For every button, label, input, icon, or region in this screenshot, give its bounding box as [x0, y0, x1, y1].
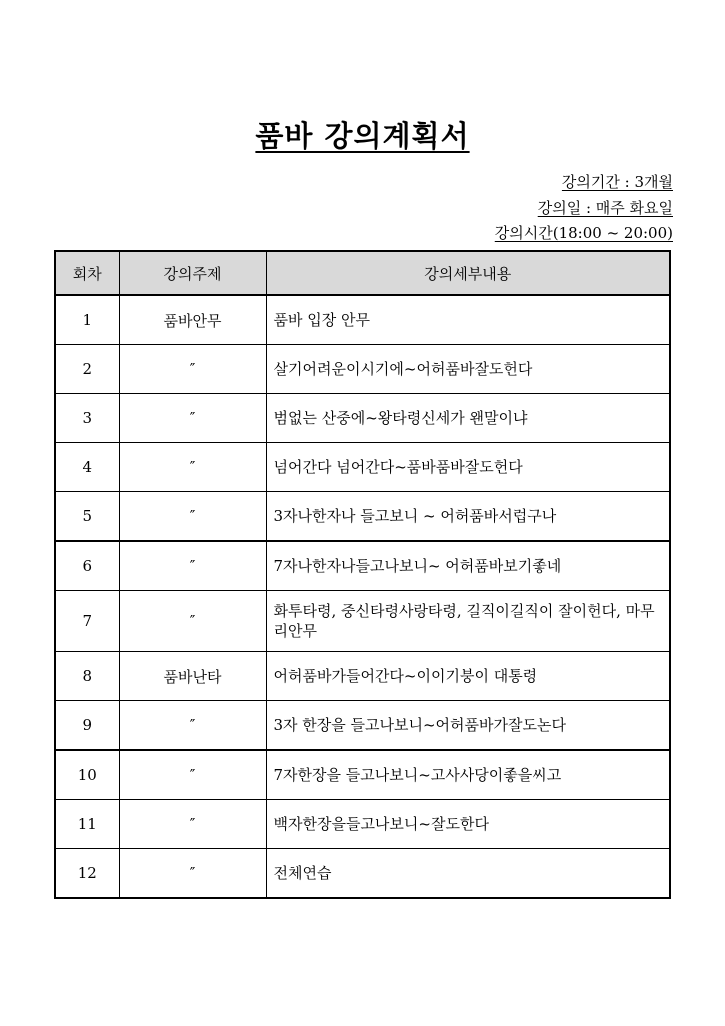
session-detail: 3자나한자나 들고보니 ~ 어허품바서럽구나	[266, 492, 670, 542]
session-number: 10	[55, 750, 119, 800]
table-row	[55, 541, 670, 591]
session-topic: ″	[119, 394, 266, 443]
table-row	[55, 800, 670, 849]
session-detail: 백자한장을들고나보니~잘도한다	[266, 800, 670, 849]
session-number: 11	[55, 800, 119, 849]
session-topic: ″	[119, 492, 266, 542]
table-header-row	[55, 251, 670, 295]
session-number: 8	[55, 652, 119, 701]
session-number: 12	[55, 849, 119, 899]
session-number: 4	[55, 443, 119, 492]
session-topic: ″	[119, 849, 266, 899]
header-topic: 강의주제	[119, 251, 266, 295]
session-number: 7	[55, 591, 119, 652]
session-detail: 3자 한장을 들고나보니~어허품바가잘도논다	[266, 701, 670, 751]
session-topic: ″	[119, 591, 266, 652]
session-number: 9	[55, 701, 119, 751]
table-row	[55, 652, 670, 701]
session-topic: ″	[119, 345, 266, 394]
lecture-period-text: 강의기간 : 3개월	[561, 173, 673, 191]
session-detail: 범없는 산중에~왕타령신세가 왠말이냐	[266, 394, 670, 443]
document-title-text: 품바 강의계획서	[255, 119, 470, 153]
lecture-day-text: 강의일 : 매주 화요일	[537, 199, 673, 217]
table-row	[55, 701, 670, 751]
session-detail: 넘어간다 넘어간다~품바품바잘도헌다	[266, 443, 670, 492]
document-title	[0, 116, 725, 156]
session-detail: 전체연습	[266, 849, 670, 899]
session-topic: ″	[119, 541, 266, 591]
table-row	[55, 849, 670, 899]
session-number: 6	[55, 541, 119, 591]
session-topic: ″	[119, 800, 266, 849]
table-row	[55, 591, 670, 652]
table-row	[55, 443, 670, 492]
session-number: 1	[55, 295, 119, 345]
lecture-time	[495, 223, 673, 243]
lecture-plan-table	[54, 250, 671, 899]
session-topic: 품바난타	[119, 652, 266, 701]
session-number: 5	[55, 492, 119, 542]
table-row	[55, 295, 670, 345]
session-topic: ″	[119, 701, 266, 751]
session-detail: 품바 입장 안무	[266, 295, 670, 345]
session-topic: ″	[119, 750, 266, 800]
session-topic: ″	[119, 443, 266, 492]
lecture-time-text: 강의시간(18:00 ~ 20:00)	[494, 224, 673, 242]
session-detail: 어허품바가들어간다~이이기붕이 대통령	[266, 652, 670, 701]
lecture-period	[562, 172, 673, 192]
lecture-day	[538, 198, 673, 218]
session-detail: 7자나한자나들고나보니~ 어허품바보기좋네	[266, 541, 670, 591]
session-number: 3	[55, 394, 119, 443]
table-row	[55, 345, 670, 394]
session-detail: 살기어려운이시기에~어허품바잘도헌다	[266, 345, 670, 394]
session-detail: 7자한장을 들고나보니~고사사당이좋을씨고	[266, 750, 670, 800]
table-row	[55, 394, 670, 443]
session-topic: 품바안무	[119, 295, 266, 345]
table-row	[55, 750, 670, 800]
header-detail: 강의세부내용	[266, 251, 670, 295]
header-session: 회차	[55, 251, 119, 295]
session-number: 2	[55, 345, 119, 394]
session-detail: 화투타령, 중신타령사랑타령, 길직이길직이 잘이헌다, 마무리안무	[266, 591, 670, 652]
table-row	[55, 492, 670, 542]
